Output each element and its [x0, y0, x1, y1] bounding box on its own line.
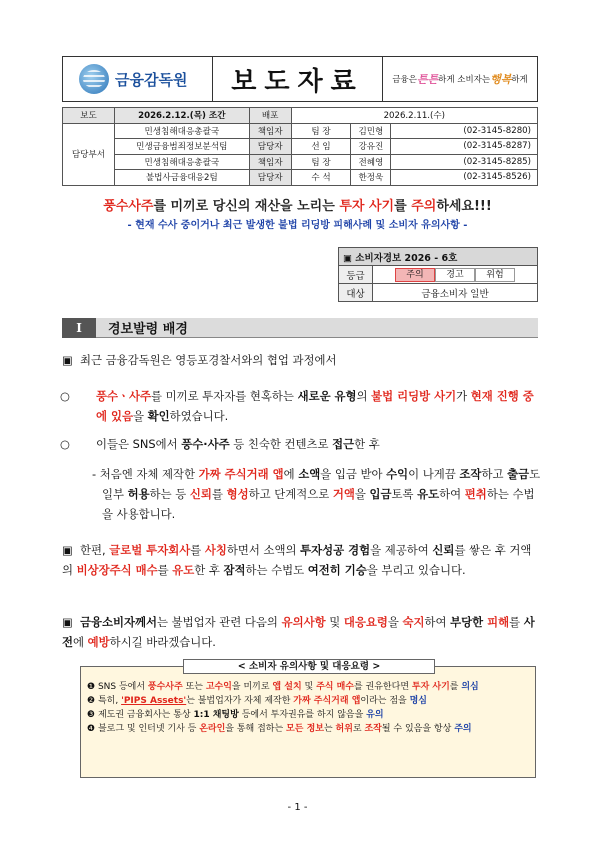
- headline: [0, 195, 595, 214]
- paragraph-text: 최근 금융감독원은 영등포경찰서와의 협업 과정에서: [80, 353, 337, 367]
- text: 및: [325, 615, 344, 629]
- tip-item: [87, 723, 529, 735]
- text: 하면서 소액의: [226, 543, 301, 557]
- tip-number: ❶: [87, 682, 96, 692]
- paragraph-2: [62, 386, 542, 426]
- section-header: [62, 318, 538, 338]
- text: 을: [387, 615, 403, 629]
- slogan-part: 금융은: [392, 75, 417, 85]
- text: 를: [509, 615, 524, 629]
- text: 등에서 투자권유를 하지 않음을: [238, 710, 367, 720]
- contact-phone: (02-3145-8285): [391, 154, 538, 170]
- text-red: 유도: [172, 563, 195, 577]
- dept-name: 불법사금융대응2팀: [114, 170, 249, 186]
- text-bold: 접근: [332, 437, 355, 451]
- text-red: 투자 사기: [411, 682, 450, 692]
- text-blue: 주의: [454, 724, 472, 734]
- alert-title: ▣ 소비자경보 2026 - 6호: [339, 248, 538, 266]
- text-red: 현재 진행 중에 있음: [96, 389, 534, 423]
- level-danger: 위험: [475, 268, 515, 282]
- bullet-marker: ○: [60, 389, 70, 403]
- tip-item: [87, 695, 529, 707]
- logo-text: 금융감독원: [115, 70, 188, 89]
- text-red: 주식 매수: [316, 682, 354, 692]
- slogan: [383, 57, 537, 101]
- tip-number: ❹: [87, 724, 96, 734]
- text: 를: [211, 487, 227, 501]
- bullet-marker: ○: [60, 437, 70, 451]
- text-red: 대응요령: [343, 615, 388, 629]
- press-header: [62, 56, 538, 102]
- text: 하는 수법도: [245, 563, 308, 577]
- text: 처음엔 자체 제작한: [99, 467, 199, 481]
- text: 하는 등: [149, 487, 190, 501]
- text: 는 불법업자 관련 다음의: [157, 615, 282, 629]
- text-red: 피해: [487, 615, 510, 629]
- headline-part: 하세요!!!: [436, 199, 492, 214]
- text-bold: 여전히 기승: [307, 563, 367, 577]
- subheadline: - 현재 수사 중이거나 최근 발생한 불법 리딩방 피해사례 및 소비자 유의사항 -: [127, 220, 468, 231]
- paragraph-5: [62, 540, 542, 580]
- contact-name: 한정욱: [351, 170, 391, 186]
- contact-phone: (02-3145-8280): [391, 123, 538, 139]
- level-warning: 경고: [435, 268, 475, 282]
- text-red: 가짜 주식거래 앱: [293, 696, 361, 706]
- text-red: 형성: [226, 487, 249, 501]
- text: 을 통해 접하는: [225, 724, 287, 734]
- text: 하여: [439, 487, 465, 501]
- text: 제도권 금융회사는 통상: [97, 710, 194, 720]
- text-bold: 1:1 채팅방: [193, 710, 239, 720]
- text: 로: [352, 724, 365, 734]
- level-caution: 주의: [395, 268, 435, 282]
- text: 하여: [424, 615, 451, 629]
- text: SNS 등에서: [97, 682, 148, 692]
- text-bold: 조작: [459, 467, 482, 481]
- text: 또는: [182, 682, 206, 692]
- text-bold: 새로운 유형: [297, 389, 357, 403]
- text: 에: [283, 467, 299, 481]
- text-bold: 금융소비자께서: [80, 615, 158, 629]
- text-red: 가짜 주식거래 앱: [198, 467, 284, 481]
- text-bold: 수익: [386, 467, 409, 481]
- text-red: 고수익: [205, 682, 232, 692]
- text: 하였습니다.: [169, 409, 229, 423]
- document-title: 보도자료: [213, 57, 383, 101]
- text: 이들은 SNS에서: [96, 437, 182, 451]
- text: 한 후: [194, 563, 224, 577]
- text: 을 미끼로: [231, 682, 273, 692]
- text: 를 미끼로 투자자를 현혹하는: [151, 389, 298, 403]
- text-red: 유의사항: [281, 615, 326, 629]
- tip-number: ❸: [87, 710, 96, 720]
- dept-name: 민생금융범죄정보분석팀: [114, 139, 249, 155]
- text-bold: 부당한: [450, 615, 488, 629]
- contact-title: 팀 장: [291, 154, 351, 170]
- page-number: - 1 -: [287, 802, 308, 813]
- release-info-table: [62, 107, 538, 186]
- headline-part: 를: [394, 199, 412, 214]
- text: 등 친숙한 컨텐츠로: [229, 437, 333, 451]
- text: 를: [190, 543, 205, 557]
- text-bold: 유도: [417, 487, 440, 501]
- logo: [63, 57, 213, 101]
- text-bold: 출금: [507, 467, 530, 481]
- text: 하시길 바라겠습니다.: [109, 635, 216, 649]
- headline-part: 를 미끼로 당신의 재산을 노리는: [153, 199, 340, 214]
- contact-title: 선 임: [291, 139, 351, 155]
- contact-role: 책임자: [249, 154, 291, 170]
- text: 하고 단계적으로: [248, 487, 333, 501]
- text-bold: 사전: [62, 615, 535, 649]
- bullet-marker: -: [92, 467, 97, 481]
- text: 의: [356, 389, 372, 403]
- release-value: 2026.2.12.(목) 조간: [114, 108, 249, 124]
- paragraph-4: [62, 464, 542, 524]
- text: 될 수 있음을 항상: [381, 724, 455, 734]
- headline-part: 풍수사주: [103, 199, 154, 214]
- section-title: 경보발령 배경: [108, 322, 188, 337]
- text-red: 풍수사주: [147, 682, 183, 692]
- target-value: 금융소비자 일반: [373, 284, 538, 302]
- text: 블로그 및 인터넷 기사 등: [97, 724, 200, 734]
- text: 을: [132, 409, 148, 423]
- text-red: 불법 리딩방 사기: [371, 389, 457, 403]
- text: 를 쌓은 후 거액의: [62, 543, 532, 577]
- dept-name: 민생침해대응총괄국: [114, 123, 249, 139]
- text-bold: 잠적: [223, 563, 246, 577]
- text: 이라는 점을: [360, 696, 410, 706]
- text: 를: [449, 682, 462, 692]
- text-red: 예방: [87, 635, 110, 649]
- headline-part: 투자 사기: [339, 199, 395, 214]
- text: 도 일부: [102, 467, 541, 501]
- text-red: 모든 정보: [286, 724, 324, 734]
- text: 한편,: [80, 543, 110, 557]
- text-red: 앱 설치: [272, 682, 302, 692]
- dist-value: 2026.2.11.(수): [291, 108, 537, 124]
- bullet-marker: ▣: [62, 353, 73, 367]
- text-red: 허위: [335, 724, 353, 734]
- contact-name: 강유진: [351, 139, 391, 155]
- text: 에: [73, 635, 88, 649]
- contact-role: 책임자: [249, 123, 291, 139]
- text: 를: [157, 563, 173, 577]
- text-bold: 풍수·사주: [181, 437, 230, 451]
- contact-name: 전혜영: [351, 154, 391, 170]
- text-red: 숙지: [402, 615, 425, 629]
- tip-item: [87, 709, 529, 721]
- fss-logo-icon: [79, 64, 109, 94]
- text: 하고: [481, 467, 508, 481]
- text-red: 신뢰: [189, 487, 212, 501]
- text-blue: 명심: [409, 696, 427, 706]
- slogan-highlight: 튼튼: [416, 73, 439, 86]
- text: 을: [354, 487, 370, 501]
- text: 을 제공하여: [370, 543, 433, 557]
- headline-part: 주의: [411, 199, 437, 214]
- text-red: 조작: [364, 724, 382, 734]
- level-label: 등급: [339, 266, 373, 284]
- contact-name: 김민형: [351, 123, 391, 139]
- text: 을 입금 받아: [320, 467, 387, 481]
- target-label: 대상: [339, 284, 373, 302]
- text-red: 사칭: [204, 543, 227, 557]
- text-red: 편취: [464, 487, 487, 501]
- paragraph-1: [62, 350, 542, 370]
- paragraph-3: [62, 434, 542, 454]
- alert-levels: [373, 268, 537, 282]
- text: 는 불법업자가 자체 제작한: [186, 696, 294, 706]
- text-red: 온라인: [199, 724, 226, 734]
- text-red: 'PIPS Assets': [121, 696, 187, 706]
- slogan-highlight: 행복: [490, 73, 512, 86]
- contact-title: 팀 장: [291, 123, 351, 139]
- text: 을 부리고 있습니다.: [366, 563, 466, 577]
- text-blue: 유의: [366, 710, 384, 720]
- text-bold: 투자성공 경험: [300, 543, 371, 557]
- bullet-marker: ▣: [62, 615, 73, 629]
- text-red: 비상장주식 매수: [76, 563, 158, 577]
- tip-number: ❷: [87, 696, 96, 706]
- text: 하는 수법을 사용합니다.: [102, 487, 535, 521]
- tip-item: [87, 681, 529, 693]
- text: 이 나게끔: [408, 467, 460, 481]
- consumer-tips-box: [80, 661, 536, 778]
- text-blue: 의심: [461, 682, 479, 692]
- consumer-alert-table: [338, 247, 538, 302]
- slogan-part: 하게 소비자는: [438, 75, 491, 85]
- slogan-part: 하게: [511, 75, 528, 85]
- text: 는: [323, 724, 336, 734]
- section-number: Ⅰ: [62, 318, 96, 338]
- text-bold: 소액: [298, 467, 321, 481]
- dept-name: 민생침해대응총괄국: [114, 154, 249, 170]
- dist-label: 배포: [249, 108, 291, 124]
- text: 특히,: [97, 696, 122, 706]
- text-bold: 확인: [147, 409, 170, 423]
- contact-phone: (02-3145-8526): [391, 170, 538, 186]
- text: 가: [456, 389, 471, 403]
- text-red: 풍수ㆍ사주: [96, 389, 152, 403]
- text: 한 후: [354, 437, 380, 451]
- text-bold: 입금: [369, 487, 392, 501]
- dept-label: 담당부서: [63, 123, 115, 185]
- text: 를 권유한다면: [353, 682, 412, 692]
- text: 토록: [391, 487, 418, 501]
- contact-role: 담당자: [249, 170, 291, 186]
- tips-title: < 소비자 유의사항 및 대응요령 >: [183, 659, 435, 674]
- text-bold: 허용: [127, 487, 150, 501]
- text: 및: [301, 682, 317, 692]
- contact-title: 수 석: [291, 170, 351, 186]
- text-red: 글로벌 투자회사: [109, 543, 191, 557]
- release-label: 보도: [63, 108, 115, 124]
- bullet-marker: ▣: [62, 543, 73, 557]
- paragraph-6: [62, 612, 542, 652]
- contact-role: 담당자: [249, 139, 291, 155]
- text-bold: 신뢰: [432, 543, 455, 557]
- contact-phone: (02-3145-8287): [391, 139, 538, 155]
- text-red: 거액: [332, 487, 355, 501]
